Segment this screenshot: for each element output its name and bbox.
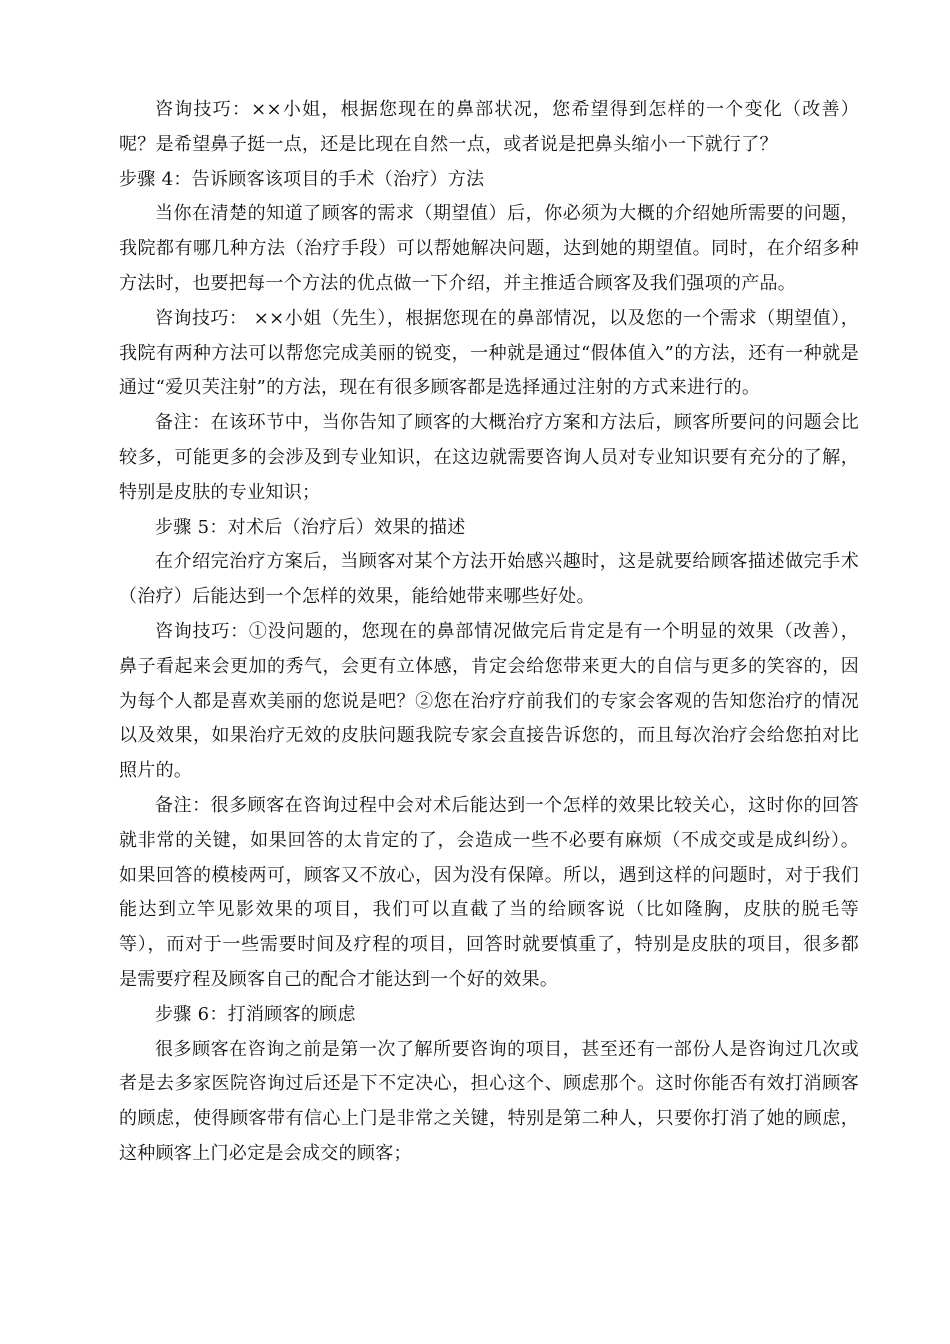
body-paragraph: 当你在清楚的知道了顾客的需求（期望值）后，你必须为大概的介绍她所需要的问题，我院都有哪几种方法（治疗手段）可以帮她解决问题，达到她的期望值。同时，在介绍多种方法时，也要把每一个方法的优点做一下介绍，并主推适合顾客及我们强项的产品。 [119, 203, 859, 294]
consult-tip-paragraph: 咨询技巧：①没问题的，您现在的鼻部情况做完后肯定是有一个明显的效果（改善），鼻子看起来会更加的秀气，会更有立体感，肯定会给您带来更大的自信与更多的笑容的，因为每个人都是喜欢美丽的您说是吧？②您在治疗疗前我们的专家会客观的告知您治疗的情况以及效果，如果治疗无效的皮肤问题我院专家会直接告诉您的，而且每次治疗会给您拍对比照片的。 [119, 620, 859, 782]
step-5-heading: 步骤 5：对术后（治疗后）效果的描述 [155, 516, 466, 538]
note-paragraph: 备注：在该环节中，当你告知了顾客的大概治疗方案和方法后，顾客所要问的问题会比较多，可能更多的会涉及到专业知识，在这边就需要咨询人员对专业知识要有充分的了解，特别是皮肤的专业知识； [119, 412, 859, 503]
body-paragraph: 在介绍完治疗方案后，当顾客对某个方法开始感兴趣时，这是就要给顾客描述做完手术（治疗）后能达到一个怎样的效果，能给她带来哪些好处。 [119, 551, 859, 608]
document-body [119, 93, 859, 1172]
step-6-heading: 步骤 6：打消顾客的顾虑 [155, 1003, 356, 1025]
body-paragraph: 很多顾客在咨询之前是第一次了解所要咨询的项目，甚至还有一部份人是咨询过几次或者是去多家医院咨询过后还是下不定决心，担心这个、顾虑那个。这时你能否有效打消顾客的顾虑，使得顾客带有信心上门是非常之关键，特别是第二种人，只要你打消了她的顾虑，这种顾客上门必定是会成交的顾客； [119, 1038, 859, 1164]
consult-tip-paragraph: 咨询技巧：××小姐，根据您现在的鼻部状况，您希望得到怎样的一个变化（改善）呢？是希望鼻子挺一点，还是比现在自然一点，或者说是把鼻头缩小一下就行了？ [119, 99, 859, 155]
step-4-heading: 步骤 4：告诉顾客该项目的手术（治疗）方法 [119, 168, 485, 190]
note-paragraph: 备注：很多顾客在咨询过程中会对术后能达到一个怎样的效果比较关心，这时你的回答就非常的关键，如果回答的太肯定的了，会造成一些不必要有麻烦（不成交或是成纠纷）。如果回答的模棱两可，顾客又不放心，因为没有保障。所以，遇到这样的问题时，对于我们能达到立竿见影效果的项目，我们可以直截了当的给顾客说（比如隆胸，皮肤的脱毛等等），而对于一些需要时间及疗程的项目，回答时就要慎重了，特别是皮肤的项目，很多都是需要疗程及顾客自己的配合才能达到一个好的效果。 [119, 794, 859, 990]
consult-tip-paragraph: 咨询技巧： ××小姐（先生），根据您现在的鼻部情况，以及您的一个需求（期望值），我院有两种方法可以帮您完成美丽的锐变，一种就是通过“假体值入”的方法，还有一种就是通过“爱贝芙注射”的方法，现在有很多顾客都是选择通过注射的方式来进行的。 [119, 307, 859, 399]
